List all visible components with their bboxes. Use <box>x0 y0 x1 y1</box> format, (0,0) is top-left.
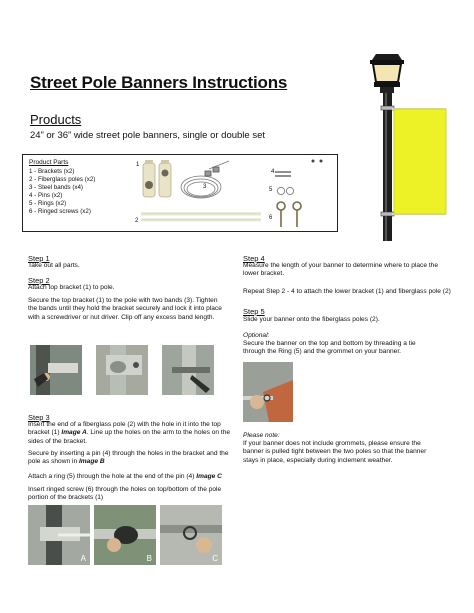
step-3-photo-b <box>94 505 156 565</box>
photo-label-b: B <box>146 554 152 563</box>
note-heading: Please note: <box>243 432 280 439</box>
step-3-text-4: Insert ringed screw (6) through the holes on top/bottom of the pole portion of the brackets (1) <box>28 486 222 502</box>
photo-label-a: A <box>80 554 86 563</box>
photo-label-c: C <box>212 554 218 563</box>
optional-text: Secure the banner on the top and bottom by threading a tie through the Ring (5) and the grommet on your banner. <box>243 340 416 356</box>
step-5-text: Slide your banner onto the fiberglass poles (2). <box>243 316 380 323</box>
part-number-5: 5 <box>269 187 273 193</box>
step-1-heading: Step 1 <box>28 254 50 263</box>
ringed-screw-part <box>277 202 301 227</box>
step-1-text: Take out all parts. <box>28 262 80 269</box>
step-2-photo-1 <box>30 345 82 395</box>
step-2-heading: Step 2 <box>28 276 50 285</box>
parts-list-item: 1 - Brackets (x2) <box>29 168 75 175</box>
parts-list-item: 2 - Fiberglass poles (x2) <box>29 176 96 184</box>
note-text: If your banner does not include grommets, please ensure the banner is pulled tight between the two poles so that the banner stays in place, especially during inclement weather. <box>243 440 427 464</box>
ring-part <box>277 187 293 194</box>
part-number-6: 6 <box>269 215 273 221</box>
step-3-text-3: Attach a ring (5) through the hole at the end of the pin (4) Image C <box>28 473 222 480</box>
lamp-post-illustration <box>350 52 460 242</box>
parts-drawing <box>141 159 351 231</box>
step-2-photo-2 <box>96 345 148 395</box>
products-subtitle: 24” or 36” wide street pole banners, single or double set <box>30 130 265 141</box>
part-number-2: 2 <box>135 218 139 224</box>
parts-list-item: 4 - Pins (x2) <box>29 192 63 200</box>
optional-heading: Optional: <box>243 332 270 339</box>
product-parts-box <box>22 154 338 232</box>
step-4-heading: Step 4 <box>243 254 265 263</box>
step-3-text-2: Secure by inserting a pin (4) through the holes in the bracket and the pole as shown in Image B <box>28 450 229 466</box>
parts-list-item: 6 - Ringed screws (x2) <box>29 208 91 216</box>
step-3-heading: Step 3 <box>28 413 50 422</box>
products-heading: Products <box>30 112 82 127</box>
product-parts-heading: Product Parts <box>29 159 69 166</box>
step-3-photo-c <box>160 505 222 565</box>
part-number-4: 4 <box>271 169 275 175</box>
step-2-photo-3 <box>162 345 214 395</box>
parts-list-item: 3 - Steel bands (x4) <box>29 184 83 192</box>
step-2-text-1: Attach top bracket (1) to pole. <box>28 284 115 291</box>
fiberglass-pole-part <box>141 213 261 220</box>
step-3-text-1: Insert the end of a fiberglass pole (2) with the hole in it into the top bracket (1) Image A. Line up the holes on the arm to the holes on the sides of the bracket. <box>28 421 231 445</box>
page-title: Street Pole Banners Instructions <box>30 73 288 92</box>
part-number-3: 3 <box>203 184 207 190</box>
step-4-text-1: Measure the length of your banner to determine where to place the lower bracket. <box>243 262 439 278</box>
steel-band-part <box>181 161 229 198</box>
step-3-photo-a <box>28 505 90 565</box>
parts-list-item: 5 - Rings (x2) <box>29 200 67 208</box>
product-parts-list <box>29 168 95 217</box>
part-number-1: 1 <box>136 162 140 168</box>
step-4-text-2: Repeat Step 2 - 4 to attach the lower bracket (1) and fiberglass pole (2) <box>243 288 451 295</box>
bracket-part <box>143 160 171 197</box>
step-5-heading: Step 5 <box>243 307 265 316</box>
step-2-text-2: Secure the top bracket (1) to the pole with two bands (3). Tighten the bands until they hold the bracket securely and lock it into place with a screwdriver or nut driver. Clip off any excess band length. <box>28 297 222 321</box>
optional-photo <box>243 362 293 422</box>
pin-part <box>275 160 322 176</box>
